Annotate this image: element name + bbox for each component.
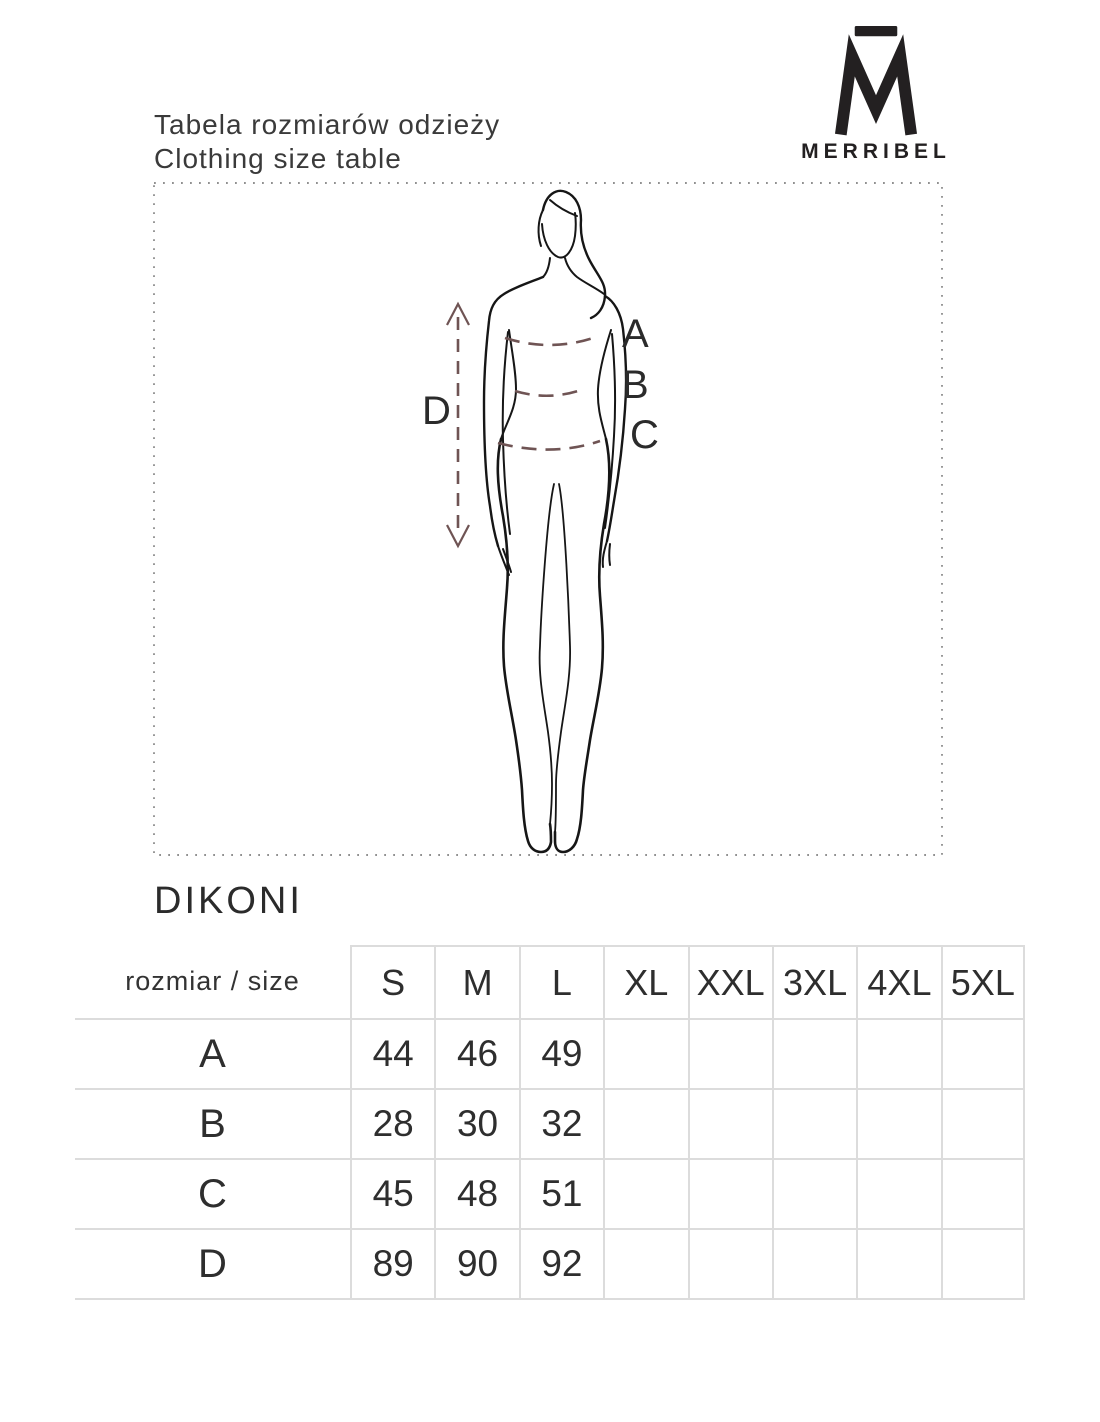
row-label-c: C [75,1160,350,1230]
col-header-3xl: 3XL [772,945,856,1020]
value-d-l: 92 [519,1230,603,1300]
value-a-4xl [856,1020,940,1090]
value-a-s: 44 [350,1020,434,1090]
measure-label-a: A [622,312,649,356]
col-header-xxl: XXL [688,945,772,1020]
value-a-3xl [772,1020,856,1090]
value-c-4xl [856,1160,940,1230]
value-c-3xl [772,1160,856,1230]
value-b-xxl [688,1090,772,1160]
value-b-m: 30 [434,1090,518,1160]
merribel-m-icon [832,26,920,136]
measure-label-c: C [630,413,659,457]
value-b-4xl [856,1090,940,1160]
col-header-4xl: 4XL [856,945,940,1020]
row-label-b: B [75,1090,350,1160]
title-polish: Tabela rozmiarów odzieży [154,109,501,140]
value-d-s: 89 [350,1230,434,1300]
row-label-a: A [75,1020,350,1090]
brand-logo [793,26,959,164]
value-d-xxl [688,1230,772,1300]
value-d-4xl [856,1230,940,1300]
waist-line-b [515,390,581,396]
col-header-s: S [350,945,434,1020]
value-a-m: 46 [434,1020,518,1090]
brand-name: MERRIBEL [801,140,951,163]
hip-line-c [498,441,600,450]
value-c-xxl [688,1160,772,1230]
measure-label-b: B [622,363,649,407]
value-d-3xl [772,1230,856,1300]
arrow-down-icon [447,525,469,546]
value-c-xl [603,1160,687,1230]
value-a-l: 49 [519,1020,603,1090]
col-header-l: L [519,945,603,1020]
measure-label-d: D [422,389,451,433]
value-b-3xl [772,1090,856,1160]
col-header-m: M [434,945,518,1020]
value-a-5xl [941,1020,1025,1090]
value-c-5xl [941,1160,1025,1230]
value-c-s: 45 [350,1160,434,1230]
value-d-xl [603,1230,687,1300]
title-english: Clothing size table [154,143,402,174]
corner-label: rozmiar / size [75,945,350,1020]
col-header-xl: XL [603,945,687,1020]
measurement-dash-lines [458,317,600,534]
value-c-m: 48 [434,1160,518,1230]
measurement-diagram [153,182,943,856]
row-label-d: D [75,1230,350,1300]
bust-line-a [505,338,593,345]
body-outline-figure [484,191,626,852]
col-header-5xl: 5XL [941,945,1025,1020]
value-a-xxl [688,1020,772,1090]
value-d-5xl [941,1230,1025,1300]
value-b-5xl [941,1090,1025,1160]
value-b-xl [603,1090,687,1160]
value-a-xl [603,1020,687,1090]
size-table [75,945,1025,1300]
page-title [154,108,500,176]
value-c-l: 51 [519,1160,603,1230]
product-name: DIKONI [154,880,303,922]
value-b-s: 28 [350,1090,434,1160]
value-b-l: 32 [519,1090,603,1160]
value-d-m: 90 [434,1230,518,1300]
